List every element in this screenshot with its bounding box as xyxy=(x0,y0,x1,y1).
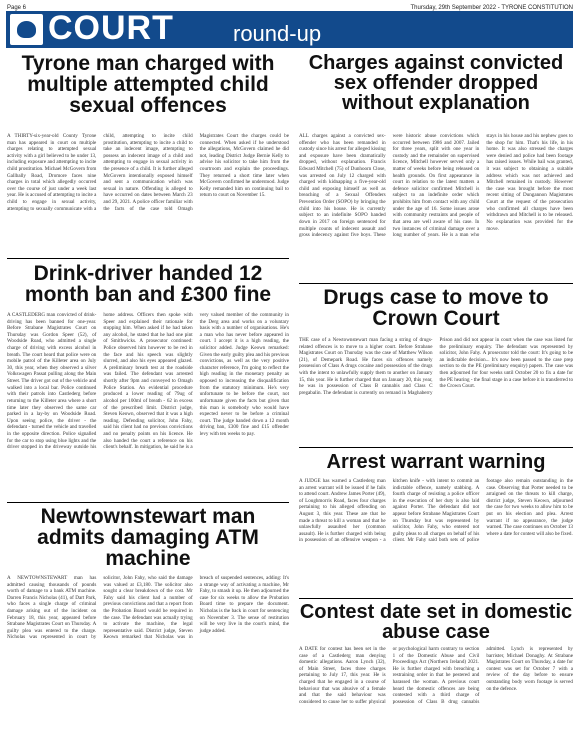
article-body: A CASTLEDERG man convicted of drink-driving has been banned for one-year. Before Strabane Magistrates Court on Thursday was Gordon Speer (52), of Woodside Road, who admitted a single charge of driving with excess alcohol in breath. The court heard that police were on mobile patrol of the Killeter area on July 30, this year, when they observed a silver Volkswagen Passat pulling along the Main Street. The driver got out of the vehicle and walked into a local bar. Police continued with their patrols into Castlederg before returning to the Killeter area where a short time later they observed the same car parked in a lay-by on Woodside Road. Upon seeing police, the driver - the defendant - turned the vehicle and travelled in the opposite direction. Police signalled for the car to stop using blue lights and the driver stopped in the driveway outside his home address. Officers then spoke with Speer and explained their rationale for stopping him. When asked if he had taken any alcohol, he stated that he had one pint of Smithwicks. A prosecutor continued: Police observed him however to be red in the face and his speech was slightly slurred, and also his eyes appeared glazed. A preliminary breath test at the roadside was failed. The defendant was arrested shortly after 9pm and conveyed to Omagh Police Station. An evidential procedure produced a lower reading of 79ug of alcohol per 100ml of breath - 62 in excess of the prescribed limit. District judge, Steven Keown, observed that it was a high reading. Defending solicitor, John Fahy, said his client had no previous convictions and no penalty points on his licence. He also handed the court a reference on his client's behalf. In mitigation, he said he is a very valued member of the community in the Derg area and works on a voluntary basis with a number of organisations. He's a man who has never before appeared in court. I accept it is a high reading, the solicitor added. Judge Keown remarked: Given the early guilty plea and his previous convictions, as well as the very positive character reference, I'm going to reflect the high reading in the monetary penalty as opposed to increasing the disqualification from the statutory minimum. He's very unfortunate to be before the court, not unfortunate given the facts but given that this man is somebody who would have expected never to be before a criminal court. The judge handed down a 12 month driving ban, £300 fine and £15 offender levy with ten weeks to pay. xyxy=(7,312,289,451)
article-headline: Charges against convicted sex offender dropped without explanation xyxy=(308,52,564,114)
dateline: Thursday, 29th September 2022 - TYRONE CONSTITUTION xyxy=(410,5,573,11)
court-crest-icon xyxy=(10,14,43,45)
article-headline: Drink-driver handed 12 month ban and £300 fine xyxy=(24,262,272,306)
article-body: A JUDGE has warned a Castlederg man an arrest warrant will be issued if he fails to attend court. Andrew James Porter (49), of Loughmorris Road, faces four charges pertaining to his alleged offending on August 3, this year. These are that he made a threat to kill a woman and that he unlawfully assaulted her (common assault). He is further charged with being in possession of an offensive weapon - a kitchen knife - with intent to commit an indictable offence, namely stabbing. A fourth charge of resisting a police officer in the execution of her duty is also laid against Porter. The defendant did not appear before Strabane Magistrates Court on Thursday but was represented by solicitor, John Fahy, who entered not guilty pleas to all charges on behalf of his client. Mr Fahy said both sets of police footage also remain outstanding in the case. Observing that Porter needed to be arraigned on the threats to kill charge, district judge, Steven Keown, adjourned the case for two weeks to allow him to be put on his election and plea. Arrest warrant if no appearance, the judge warned. The case continues on October 13 where a date for contest will also be fixed. xyxy=(299,478,573,544)
divider xyxy=(7,258,289,259)
divider xyxy=(7,502,289,503)
article-body: A NEWTOWNSTEWART man has admitted causing thousands of pounds worth of damage to a bank ATM machine. Darren Francis Nicholas (41), of Dart Park, who faces a single charge of criminal damage arising out of the incident on February 18, this year, appeared before Strabane Magistrates Court on Thursday. A guilty plea was entered to the charge. Nicholas was represented in court by solicitor, John Fahy, who said the damage was valued at £3,180. The solicitor also sought a clear breakdown of the cost. Mr Fahy said his client had a number of previous convictions and that a report from the Probation Board would be required in the case. The defendant was actually trying to activate the machine, the legal representative said. District judge, Steven Keown remarked that Nicholas was in breach of suspended sentences, adding: It's a strange way of activating a machine, Mr Fahy, to smash it up. He then adjourned the case for six weeks to allow the Probation Board time to prepare the document. Nicholas is the back in court for sentencing on November 3. The sense of restitution will be very live in the court's mind, the judge added. xyxy=(7,575,289,641)
page-number: Page 6 xyxy=(7,5,27,11)
article-body: THE case of a Newtownstewart man facing a string of drugs-related offences is to move to a higher court. Before Strabane Magistrates Court on Thursday was the case of Matthew Wilson (21), of Demepark Road. He faces six offences namely possession of Class A drugs cocaine and possession of the drugs with the intent to unlawfully supply them to another on January 15, this year. He is further charged that on January 20, this year, he was in possession of Class B cannabis and Class C pregabalin. The defendant is currently on remand in Maghaberry Prison and did not appear in court when the case was listed for the preliminary enquiry. The defendant was represented by solicitor, John Fahy. A prosecutor told the court: It's going to be an indictable decision... It's now been passed to the case prep section to do the PE (preliminary enquiry) papers. The case was then adjourned for four weeks until October 20 to fix a date for the PE hearing - the final stage in a case before it is transferred to the Crown Court. xyxy=(299,337,573,396)
divider xyxy=(299,283,573,284)
masthead-subtitle: round-up xyxy=(233,21,322,46)
article-headline: Tyrone man charged with multiple attempted child sexual offences xyxy=(21,52,275,117)
masthead-title: COURT xyxy=(48,9,174,47)
article-body: A DATE for contest has been set in the case of a Castlederg man denying domestic allegations. Aaron Lynch (32), of Main Street, faces three charges pertaining to July 17, this year. He is charged that he engaged in a course of behaviour that was abusive of a female and that the said behaviour was considered to cause her to suffer physical or psychological harm contrary to section 1 of the Domestic Abuse and Civil Proceedings Act (Northern Ireland) 2021. He is further charged with breaching a restraining order in that he pestered and harassed the woman. A previous court heard the domestic offences are being contested with a third charge of possession of Class B drug cannabis admitted. Lynch is represented by barrister, Michael Donaghy. At Strabane Magistrates Court on Thursday, a date for contest was set for October 7 with a review of the day before to ensure outstanding body worn footage is served on the defence. xyxy=(299,646,573,705)
article-body: ALL charges against a convicted sex-offender who has been remanded in custody since his arrest for alleged kissing and exposure have been dramatically dropped, without explanation. Francis Edward Mitchell (75) of Dunhoorn Close, was arrested on July 12 charged with charged with kidnapping a five-year-old child and exposing himself as well as breaching of a Sexual Offenders Prevention Order (SOPO) by bringing the child into his house. He is currently subject to an indefinite SOPO handed down in 2017 on foreign sentenced for multiple counts of indecent assault and gross indecency against five boys. These were historic abuse convictions which occurred between 1986 and 2007. Jailed for three years, split with one year in custody and the remainder on supervised licence, Mitchell however served only a matter of weeks before being released on health grounds. On first appearance in court in relation to the latest matters a defence solicitor confirmed Mitchell is subject to an indefinite order which prohibits him from contact with any child under the age of 16. Some issues arose with community restraints and people of that area are well aware of his case. In two instances of criminal damage over a long number of years. He is a man who stays in his house and his nephew goes to the shop for him. That's his life, in his home. It was also stressed the charges were denied and police had been footage has raised issues. While bail was granted, it was subject to obtaining a suitable address which was not achieved and Mitchell remained in custody. However the case was brought before the most recent sitting of Dungannon Magistrates Court at the request of the prosecution who confirmed all charges have been withdrawn and Mitchell is to be released. No explanation was provided for the move. xyxy=(299,133,573,239)
article-headline: Drugs case to move to Crown Court xyxy=(323,286,549,330)
article-headline: Contest date set in domestic abuse case xyxy=(299,601,573,643)
article-headline: Newtownstewart man admits damaging ATM machine xyxy=(37,505,259,570)
article-body: A THIRTY-six-year-old County Tyrone man has appeared in court on multiple charges relating to attempted sexual activity with a girl believed to be under 13, including exposure and attempting to incite child prostitution. Michael McGovern from Gallbally Road, Dromore faces nine charges in total which allegedly occurred over the course of just under a week last year. He is accused of attempting to incite a child to engage in sexual activity, attempting to sexually communicate with a child, attempting to incite child prostitution, attempting to incite a child to take an indecent image, attempting to possess an indecent image of a child and attempting to engage in sexual activity in the presence of a child. It is further alleged McGovern intentionally exposed himself and sent a communication which was sexual in nature. Offending is alleged to have occurred on dates between March 23 and 29, 2021. A police officer familiar with the facts of the case told Omagh Magistrates Court the charges could be connected. When asked if he understood the allegations, McGovern claimed he did not, leading District Judge Bernie Kelly to advise his solicitor to take him from the courtroom and explain the proceedings. They returned a short time later when McGovern confirmed he understood. Judge Kelly remanded him on continuing bail to return to court on November 15. xyxy=(7,133,289,212)
article-headline: Arrest warrant warning xyxy=(326,451,546,473)
divider xyxy=(299,598,573,599)
court-masthead xyxy=(6,11,573,48)
divider xyxy=(299,447,573,448)
